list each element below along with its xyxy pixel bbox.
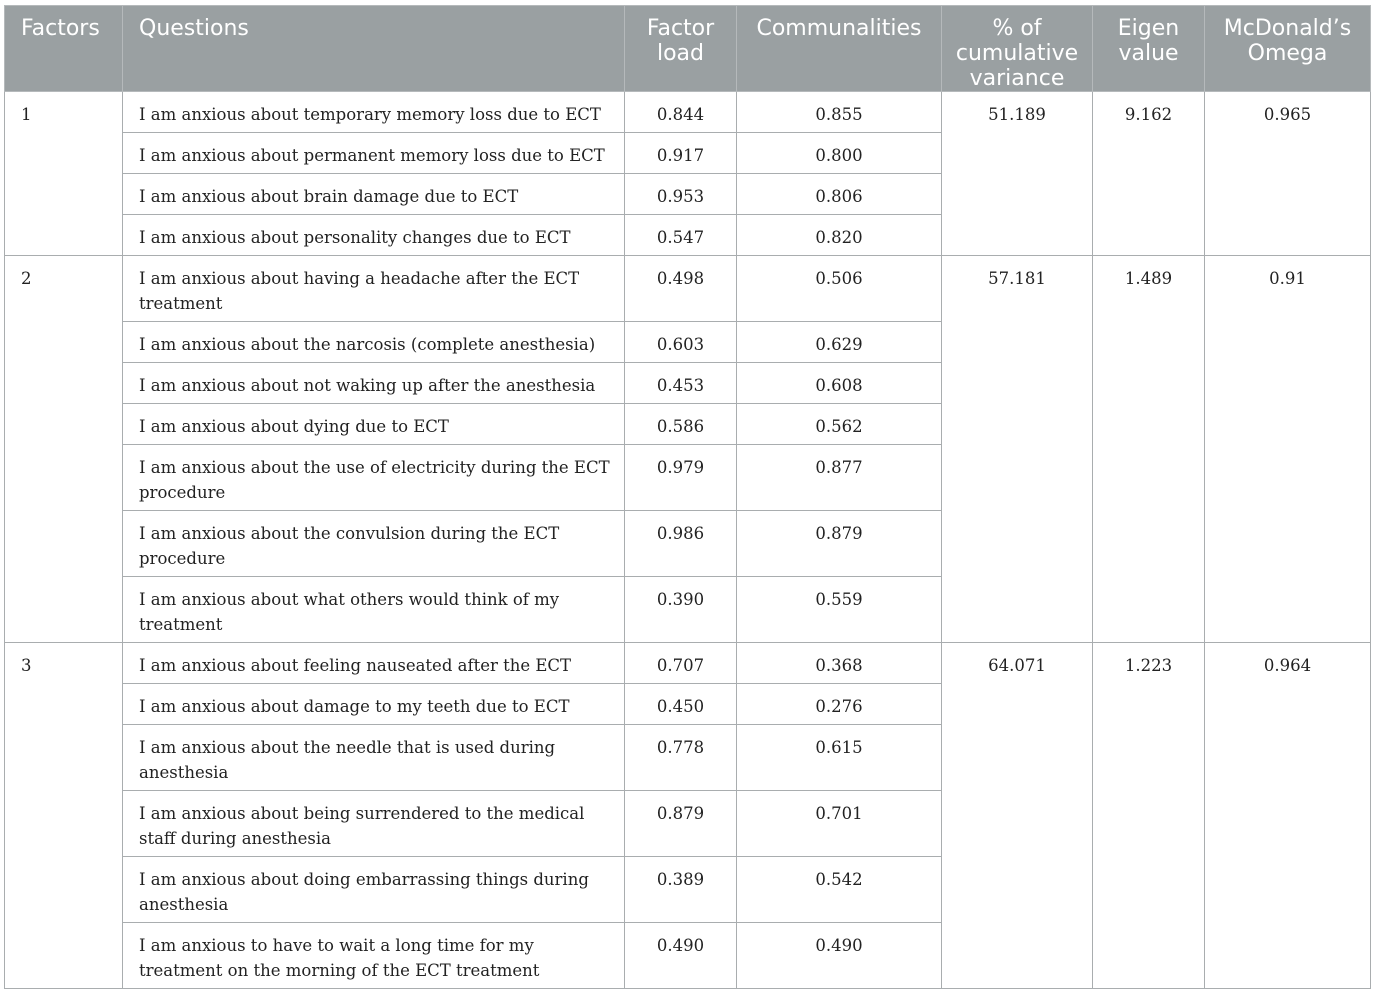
eigen-value-cell: 1.489 [1093, 256, 1205, 643]
question-cell: I am anxious about having a headache after the ECT treatment [123, 256, 625, 322]
communality-cell: 0.490 [737, 923, 942, 989]
question-cell: I am anxious to have to wait a long time for my treatment on the morning of the ECT treatment [123, 923, 625, 989]
factor-load-cell: 0.498 [625, 256, 737, 322]
question-cell: I am anxious about the convulsion during the ECT procedure [123, 511, 625, 577]
factor-analysis-table [4, 5, 1371, 989]
communality-cell: 0.800 [737, 133, 942, 174]
factor-load-cell: 0.953 [625, 174, 737, 215]
factor-load-cell: 0.586 [625, 404, 737, 445]
header-factors: Factors [5, 6, 123, 92]
communality-cell: 0.806 [737, 174, 942, 215]
question-cell: I am anxious about being surrendered to the medical staff during anesthesia [123, 791, 625, 857]
factor-load-cell: 0.390 [625, 577, 737, 643]
communality-cell: 0.855 [737, 92, 942, 133]
factor-load-cell: 0.603 [625, 322, 737, 363]
question-cell: I am anxious about the narcosis (complete anesthesia) [123, 322, 625, 363]
question-cell: I am anxious about brain damage due to ECT [123, 174, 625, 215]
factor-load-cell: 0.490 [625, 923, 737, 989]
table-row [5, 92, 1371, 133]
factor-load-cell: 0.844 [625, 92, 737, 133]
question-cell: I am anxious about what others would think of my treatment [123, 577, 625, 643]
question-cell: I am anxious about dying due to ECT [123, 404, 625, 445]
communality-cell: 0.879 [737, 511, 942, 577]
question-cell: I am anxious about not waking up after the anesthesia [123, 363, 625, 404]
question-cell: I am anxious about doing embarrassing things during anesthesia [123, 857, 625, 923]
communality-cell: 0.615 [737, 725, 942, 791]
factor-load-cell: 0.917 [625, 133, 737, 174]
communality-cell: 0.562 [737, 404, 942, 445]
header-mcdonalds-omega: McDonald’s Omega [1205, 6, 1371, 92]
factor-load-cell: 0.986 [625, 511, 737, 577]
header-cumulative-variance: % of cumulative variance [942, 6, 1093, 92]
communality-cell: 0.608 [737, 363, 942, 404]
communality-cell: 0.506 [737, 256, 942, 322]
factor-cell: 1 [5, 92, 123, 256]
question-cell: I am anxious about damage to my teeth due to ECT [123, 684, 625, 725]
question-cell: I am anxious about personality changes due to ECT [123, 215, 625, 256]
header-factor-load: Factor load [625, 6, 737, 92]
question-cell: I am anxious about temporary memory loss due to ECT [123, 92, 625, 133]
communality-cell: 0.276 [737, 684, 942, 725]
question-cell: I am anxious about the needle that is used during anesthesia [123, 725, 625, 791]
factor-cell: 3 [5, 643, 123, 989]
factor-load-cell: 0.450 [625, 684, 737, 725]
question-cell: I am anxious about permanent memory loss due to ECT [123, 133, 625, 174]
omega-cell: 0.965 [1205, 92, 1371, 256]
header-eigen-value: Eigen value [1093, 6, 1205, 92]
cumulative-variance-cell: 64.071 [942, 643, 1093, 989]
cumulative-variance-cell: 57.181 [942, 256, 1093, 643]
factor-load-cell: 0.707 [625, 643, 737, 684]
eigen-value-cell: 9.162 [1093, 92, 1205, 256]
factor-load-cell: 0.547 [625, 215, 737, 256]
omega-cell: 0.964 [1205, 643, 1371, 989]
factor-load-cell: 0.879 [625, 791, 737, 857]
header-questions: Questions [123, 6, 625, 92]
factor-load-cell: 0.453 [625, 363, 737, 404]
header-communalities: Communalities [737, 6, 942, 92]
question-cell: I am anxious about the use of electricity during the ECT procedure [123, 445, 625, 511]
communality-cell: 0.820 [737, 215, 942, 256]
question-cell: I am anxious about feeling nauseated after the ECT [123, 643, 625, 684]
table-row [5, 256, 1371, 322]
factor-load-cell: 0.389 [625, 857, 737, 923]
eigen-value-cell: 1.223 [1093, 643, 1205, 989]
header-row [5, 6, 1371, 92]
communality-cell: 0.877 [737, 445, 942, 511]
table-row [5, 643, 1371, 684]
communality-cell: 0.542 [737, 857, 942, 923]
cumulative-variance-cell: 51.189 [942, 92, 1093, 256]
factor-cell: 2 [5, 256, 123, 643]
communality-cell: 0.701 [737, 791, 942, 857]
omega-cell: 0.91 [1205, 256, 1371, 643]
communality-cell: 0.629 [737, 322, 942, 363]
factor-load-cell: 0.778 [625, 725, 737, 791]
communality-cell: 0.559 [737, 577, 942, 643]
factor-load-cell: 0.979 [625, 445, 737, 511]
communality-cell: 0.368 [737, 643, 942, 684]
